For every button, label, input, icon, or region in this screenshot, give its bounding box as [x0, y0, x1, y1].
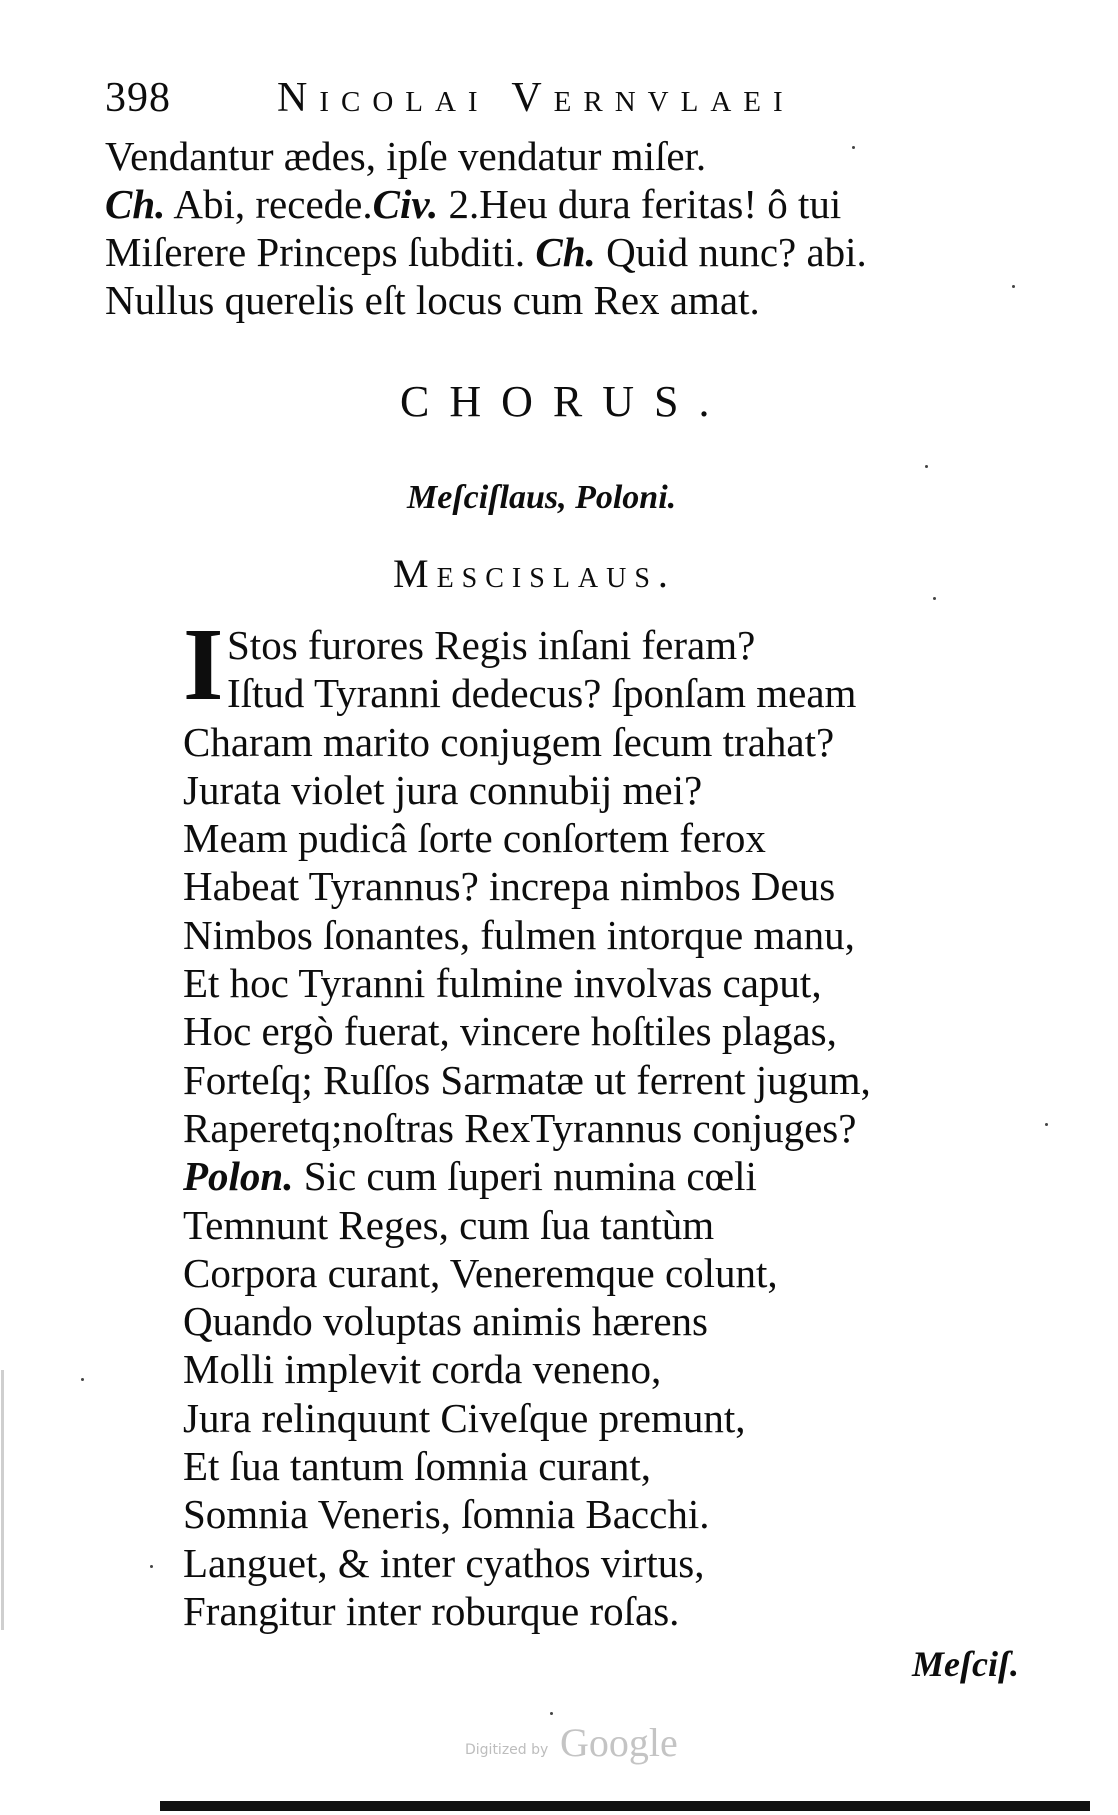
ink-speck [150, 1565, 153, 1568]
ink-speck [1045, 1123, 1048, 1126]
verse-block [183, 607, 983, 1635]
google-logo: Google [560, 1720, 678, 1765]
verse-line [183, 1490, 983, 1538]
line-text: Iſtud Tyranni dedecus? ſponſam meam [227, 670, 857, 717]
line-text: Hoc ergò fuerat, vincere hoſtiles plagas, [183, 1008, 837, 1055]
line-text: Nullus querelis eſt locus cum Rex amat. [105, 277, 760, 323]
line-text: Temnunt Reges, cum ſua tantùm [183, 1201, 715, 1248]
verse-line [183, 1587, 983, 1635]
verse-line [183, 718, 983, 766]
verse-line [183, 1007, 983, 1055]
ink-speck [933, 597, 936, 600]
ink-speck [81, 1378, 84, 1381]
running-head: Nicolai Vernvlaei [277, 75, 795, 121]
text-line [105, 132, 985, 180]
page-header [105, 70, 885, 126]
line-text: Forteſq; Ruſſos Sarmatæ ut ferrent jugum, [183, 1056, 871, 1103]
line-text: Et ſua tantum ſomnia curant, [183, 1443, 651, 1490]
line-text: Et hoc Tyranni fulmine involvas caput, [183, 960, 822, 1007]
line-text: Raperetq;noſtras RexTyrannus conjuges? [183, 1104, 857, 1151]
line-text: Stos furores Regis inſani feram? [227, 622, 756, 668]
verse-line [183, 1152, 983, 1200]
speaker-label: Ch. [535, 229, 596, 275]
verse-line [183, 1297, 983, 1345]
digitization-watermark [465, 1720, 705, 1770]
verse-line [183, 766, 983, 814]
verse-line [183, 1104, 983, 1152]
line-text: Sic cum ſuperi numina cœli [293, 1153, 757, 1200]
speaker-label: Polon. [183, 1153, 294, 1200]
verse-line [183, 1539, 983, 1587]
verse-line [183, 1345, 983, 1393]
text-line [105, 180, 985, 228]
line-text: Jurata violet jura connubij mei? [183, 766, 703, 813]
scan-left-edge [1, 1370, 4, 1630]
speaker-label: Civ. [372, 181, 439, 227]
verse-line [183, 621, 983, 669]
text-line [105, 276, 985, 324]
line-text: Meam pudicâ ſorte conſortem ferox [183, 815, 766, 862]
line-text: Charam marito conjugem ſecum trahat? [183, 718, 835, 765]
dialogue-lines [105, 132, 985, 324]
ink-speck [550, 1712, 553, 1715]
ink-speck [1012, 285, 1015, 288]
watermark-caption: Digitized by [465, 1742, 549, 1758]
verse-line [183, 669, 983, 717]
line-text: Jura relinquunt Civeſque premunt, [183, 1394, 746, 1441]
line-text: Abi, recede. [165, 181, 373, 227]
catchword: Meſciſ. [912, 1644, 1019, 1684]
scan-bottom-edge [160, 1801, 1090, 1811]
verse-line [183, 1394, 983, 1442]
verse-line [183, 862, 983, 910]
line-text: Quid nunc? abi. [595, 229, 867, 275]
verse-line [183, 1201, 983, 1249]
verse-line [183, 1249, 983, 1297]
line-text: Miſerere Princeps ſubditi. [105, 229, 536, 275]
line-text: Molli implevit corda veneno, [183, 1346, 662, 1393]
verse-line [183, 959, 983, 1007]
speaker-label: Ch. [105, 181, 166, 227]
verse-line [183, 814, 983, 862]
ink-speck [925, 465, 928, 468]
verse-line [183, 1442, 983, 1490]
line-text: Frangitur inter roburque roſas. [183, 1587, 680, 1634]
line-text: Quando voluptas animis hærens [183, 1298, 708, 1345]
line-text: 2.Heu dura feritas! ô tui [438, 181, 842, 227]
ink-speck [852, 146, 855, 149]
line-text: Somnia Veneris, ſomnia Bacchi. [183, 1491, 710, 1538]
line-text: Languet, & inter cyathos virtus, [183, 1539, 705, 1586]
verse-line [183, 1056, 983, 1104]
section-title: CHORUS. [400, 377, 730, 426]
line-text: Corpora curant, Veneremque colunt, [183, 1249, 778, 1296]
line-text: Vendantur ædes, ipſe vendatur miſer. [105, 133, 707, 179]
speaker-heading: Mescislaus. [393, 551, 676, 596]
verse-line [183, 911, 983, 959]
text-line [105, 228, 985, 276]
drop-cap: I [183, 607, 224, 722]
line-text: Habeat Tyrannus? increpa nimbos Deus [183, 863, 836, 910]
dramatis-personae: Meſciſlaus, Poloni. [407, 479, 677, 516]
page-number: 398 [105, 75, 171, 121]
line-text: Nimbos ſonantes, fulmen intorque manu, [183, 911, 855, 958]
